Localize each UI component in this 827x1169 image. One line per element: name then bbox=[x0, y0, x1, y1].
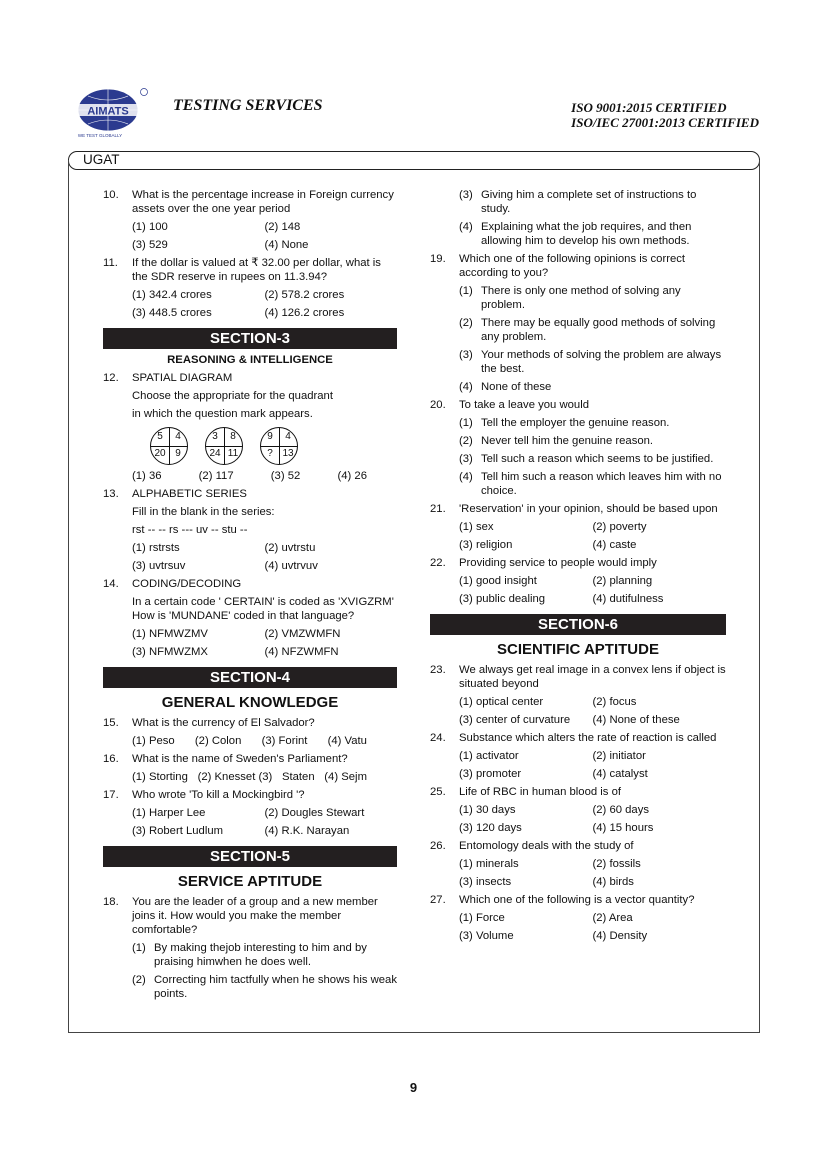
item-number: 22. bbox=[430, 557, 446, 569]
quadrant-value: 9 bbox=[175, 448, 181, 459]
section-subtitle: REASONING & INTELLIGENCE bbox=[167, 354, 333, 366]
item-text: Correcting him tactfully when he shows his weak points. bbox=[154, 974, 397, 1000]
item-number: (2) bbox=[132, 974, 146, 986]
section-subtitle: GENERAL KNOWLEDGE bbox=[161, 694, 339, 711]
option: (4) birds bbox=[592, 876, 634, 888]
option: (1) minerals bbox=[459, 858, 519, 870]
item-number: 12. bbox=[103, 372, 119, 384]
option bbox=[430, 220, 726, 248]
option: (2) Knesset (3) bbox=[197, 771, 273, 783]
item-text: Providing service to people would imply bbox=[459, 557, 657, 569]
question bbox=[103, 188, 397, 216]
option: (1) 342.4 crores bbox=[132, 289, 212, 301]
item-number: 16. bbox=[103, 753, 119, 765]
question-text: in which the question mark appears. bbox=[132, 408, 313, 420]
question bbox=[430, 839, 726, 853]
option: (4) Vatu bbox=[327, 735, 367, 747]
item-text: Never tell him the genuine reason. bbox=[481, 435, 654, 447]
option-row bbox=[430, 592, 726, 606]
option: (3) 52 bbox=[270, 470, 301, 482]
question bbox=[430, 502, 726, 516]
question bbox=[103, 752, 397, 766]
quadrant-circle bbox=[205, 427, 243, 465]
certifications bbox=[571, 100, 759, 130]
option: (2) uvtrstu bbox=[264, 542, 316, 554]
option bbox=[430, 188, 726, 216]
item-number: (1) bbox=[459, 417, 473, 429]
quadrant-value: 4 bbox=[285, 431, 291, 442]
option: (3) 529 bbox=[132, 239, 168, 251]
question bbox=[103, 716, 397, 730]
option: (2) 578.2 crores bbox=[264, 289, 345, 301]
option: (4) 126.2 crores bbox=[264, 307, 345, 319]
option: (1) activator bbox=[459, 750, 519, 762]
option: (2) Dougles Stewart bbox=[264, 807, 365, 819]
quadrant-circle bbox=[260, 427, 298, 465]
question-text: rst -- -- rs --- uv -- stu -- bbox=[132, 524, 248, 536]
item-number: (3) bbox=[459, 189, 473, 201]
option: (3) Forint bbox=[261, 735, 308, 747]
option: (3) NFMWZMX bbox=[132, 646, 208, 658]
item-number: 11. bbox=[103, 257, 118, 269]
section-subtitle: SCIENTIFIC APTITUDE bbox=[497, 641, 659, 658]
item-number: 10. bbox=[103, 189, 119, 201]
option: (1) optical center bbox=[459, 696, 544, 708]
option-row bbox=[103, 541, 397, 555]
item-text: Entomology deals with the study of bbox=[459, 840, 634, 852]
item-number: (4) bbox=[459, 221, 473, 233]
section-subtitle: SERVICE APTITUDE bbox=[177, 873, 323, 890]
option-row bbox=[103, 220, 397, 234]
item-text: What is the percentage increase in Foreign currency assets over the one year period bbox=[132, 189, 394, 215]
option bbox=[430, 348, 726, 376]
quadrant-value: 24 bbox=[209, 448, 221, 459]
option-row bbox=[103, 734, 397, 748]
option: (2) focus bbox=[592, 696, 637, 708]
item-number: 15. bbox=[103, 717, 119, 729]
item-text: We always get real image in a convex lens if object is situated beyond bbox=[459, 664, 726, 690]
option: (1) 100 bbox=[132, 221, 168, 233]
option: (2) 117 bbox=[198, 470, 234, 482]
question-text: Choose the appropriate for the quadrant bbox=[132, 390, 333, 402]
option-row bbox=[430, 821, 726, 835]
option: (4) 15 hours bbox=[592, 822, 654, 834]
question bbox=[103, 256, 397, 284]
quadrant-value: 13 bbox=[282, 448, 294, 459]
option: (4) uvtrvuv bbox=[264, 560, 318, 572]
option: (1) Storting bbox=[132, 771, 188, 783]
option: (4) NFZWMFN bbox=[264, 646, 339, 658]
item-number: (2) bbox=[459, 435, 473, 447]
question bbox=[430, 663, 726, 691]
option: (1) Harper Lee bbox=[132, 807, 206, 819]
option-row bbox=[103, 824, 397, 838]
option bbox=[103, 973, 397, 1001]
quadrant-value: 5 bbox=[157, 431, 163, 442]
option bbox=[430, 316, 726, 344]
item-number: 26. bbox=[430, 840, 446, 852]
option: (1) Peso bbox=[132, 735, 175, 747]
option-row bbox=[430, 803, 726, 817]
option: (2) 148 bbox=[264, 221, 301, 233]
option-row bbox=[430, 911, 726, 925]
item-text: Tell the employer the genuine reason. bbox=[481, 417, 670, 429]
option-row bbox=[103, 627, 397, 641]
item-number: (4) bbox=[459, 381, 473, 393]
aimats-logo bbox=[68, 86, 150, 138]
section-header: SECTION-6 bbox=[430, 614, 726, 635]
question-text: Fill in the blank in the series: bbox=[132, 506, 275, 518]
item-number: (1) bbox=[132, 942, 146, 954]
option: (4) dutifulness bbox=[592, 593, 664, 605]
item-number: (4) bbox=[459, 471, 473, 483]
item-number: (3) bbox=[459, 349, 473, 361]
question bbox=[103, 788, 397, 802]
option: (4) caste bbox=[592, 539, 637, 551]
option: (4) catalyst bbox=[592, 768, 648, 780]
option-row bbox=[103, 645, 397, 659]
option: (3) insects bbox=[459, 876, 512, 888]
page-number: 9 bbox=[409, 1080, 418, 1095]
item-number: (1) bbox=[459, 285, 473, 297]
quadrant-value: 20 bbox=[154, 448, 166, 459]
option: (4) None of these bbox=[592, 714, 680, 726]
option-row bbox=[430, 857, 726, 871]
quadrant-value: 3 bbox=[212, 431, 218, 442]
item-number: 21. bbox=[430, 503, 446, 515]
item-number: 20. bbox=[430, 399, 446, 411]
item-number: 25. bbox=[430, 786, 446, 798]
item-number: 24. bbox=[430, 732, 446, 744]
option-row bbox=[430, 695, 726, 709]
cert-iso9001: ISO 9001:2015 CERTIFIED bbox=[571, 100, 727, 115]
option: (2) VMZWMFN bbox=[264, 628, 341, 640]
item-text: Which one of the following opinions is correct according to you? bbox=[459, 253, 686, 279]
option-row bbox=[430, 538, 726, 552]
option-row bbox=[103, 288, 397, 302]
item-text: ALPHABETIC SERIES bbox=[132, 488, 247, 500]
item-text: You are the leader of a group and a new member joins it. How would you make the member comfortable? bbox=[132, 896, 378, 936]
option: (1) rstrsts bbox=[132, 542, 180, 554]
option-row bbox=[430, 574, 726, 588]
option: (2) initiator bbox=[592, 750, 646, 762]
item-number: 17. bbox=[103, 789, 119, 801]
option: (4) None bbox=[264, 239, 309, 251]
item-text: Tell him such a reason which leaves him with no choice. bbox=[481, 471, 722, 497]
item-number: 27. bbox=[430, 894, 446, 906]
option bbox=[430, 380, 726, 394]
item-text: None of these bbox=[481, 381, 552, 393]
option: (2) planning bbox=[592, 575, 653, 587]
question bbox=[430, 731, 726, 745]
question bbox=[103, 487, 397, 501]
option bbox=[430, 284, 726, 312]
option-row bbox=[103, 306, 397, 320]
option: (3) uvtrsuv bbox=[132, 560, 186, 572]
item-text: 'Reservation' in your opinion, should be based upon bbox=[459, 503, 718, 515]
quadrant-value: 11 bbox=[227, 448, 239, 459]
option: (1) sex bbox=[459, 521, 494, 533]
option: (3) center of curvature bbox=[459, 714, 571, 726]
option-row bbox=[430, 875, 726, 889]
item-text: What is the name of Sweden's Parliament? bbox=[132, 753, 348, 765]
option: (1) 36 bbox=[132, 470, 162, 482]
option-row bbox=[103, 770, 397, 784]
item-text: Which one of the following is a vector quantity? bbox=[459, 894, 695, 906]
option: (4) R.K. Narayan bbox=[264, 825, 350, 837]
question bbox=[430, 785, 726, 799]
item-text: Giving him a complete set of instructions to study. bbox=[481, 189, 697, 215]
question bbox=[430, 893, 726, 907]
option: (4) Density bbox=[592, 930, 648, 942]
option-row bbox=[103, 559, 397, 573]
quadrant-circle bbox=[150, 427, 188, 465]
option: (2) fossils bbox=[592, 858, 641, 870]
item-text: Explaining what the job requires, and then allowing him to develop his own methods. bbox=[481, 221, 692, 247]
option: (4) 26 bbox=[337, 470, 367, 482]
option: (3) Robert Ludlum bbox=[132, 825, 224, 837]
question bbox=[430, 252, 726, 280]
option: (2) 60 days bbox=[592, 804, 650, 816]
option-row bbox=[430, 713, 726, 727]
option bbox=[430, 416, 726, 430]
question bbox=[103, 371, 397, 385]
option-row bbox=[430, 767, 726, 781]
option: (4) Sejm bbox=[324, 771, 367, 783]
item-text: By making thejob interesting to him and by praising himwhen he does well. bbox=[154, 942, 367, 968]
item-text: Your methods of solving the problem are always the best. bbox=[481, 349, 722, 375]
header-title: TESTING SERVICES bbox=[173, 97, 323, 114]
item-number: 14. bbox=[103, 578, 119, 590]
option-row bbox=[430, 929, 726, 943]
svg-text:AIMATS: AIMATS bbox=[87, 105, 129, 118]
section-header: SECTION-5 bbox=[103, 846, 397, 867]
item-text: What is the currency of El Salvador? bbox=[132, 717, 315, 729]
cert-iso27001: ISO/IEC 27001:2013 CERTIFIED bbox=[571, 115, 759, 130]
option: (1) good insight bbox=[459, 575, 537, 587]
item-number: (2) bbox=[459, 317, 473, 329]
quadrant-value: 9 bbox=[267, 431, 273, 442]
option bbox=[430, 434, 726, 448]
exam-name: UGAT bbox=[83, 152, 120, 167]
item-number: 18. bbox=[103, 896, 119, 908]
option: (3) public dealing bbox=[459, 593, 546, 605]
option: (2) poverty bbox=[592, 521, 647, 533]
item-text: Substance which alters the rate of reaction is called bbox=[459, 732, 717, 744]
item-text: There is only one method of solving any problem. bbox=[481, 285, 681, 311]
question bbox=[103, 577, 397, 591]
question bbox=[430, 556, 726, 570]
question bbox=[430, 398, 726, 412]
option-row bbox=[430, 749, 726, 763]
option: (3) 120 days bbox=[459, 822, 522, 834]
question bbox=[103, 895, 397, 937]
section-header: SECTION-3 bbox=[103, 328, 397, 349]
item-text: Tell such a reason which seems to be justified. bbox=[481, 453, 714, 465]
option-row bbox=[430, 520, 726, 534]
item-text: Who wrote 'To kill a Mockingbird '? bbox=[132, 789, 305, 801]
option bbox=[430, 452, 726, 466]
option: (1) NFMWZMV bbox=[132, 628, 208, 640]
item-number: 19. bbox=[430, 253, 446, 265]
option: (1) Force bbox=[459, 912, 505, 924]
option: (3) promoter bbox=[459, 768, 522, 780]
option-row bbox=[103, 469, 397, 483]
item-text: Life of RBC in human blood is of bbox=[459, 786, 622, 798]
option-row bbox=[103, 806, 397, 820]
item-text: There may be equally good methods of solving any problem. bbox=[481, 317, 716, 343]
option: (3) religion bbox=[459, 539, 513, 551]
quadrant-value: ? bbox=[267, 448, 273, 459]
section-header: SECTION-4 bbox=[103, 667, 397, 688]
svg-text:WE TEST GLOBALLY: WE TEST GLOBALLY bbox=[77, 133, 123, 138]
item-text: If the dollar is valued at ₹ 32.00 per dollar, what is the SDR reserve in rupees on 11.3.94? bbox=[132, 257, 381, 283]
item-number: 13. bbox=[103, 488, 119, 500]
option: (3) Volume bbox=[459, 930, 514, 942]
right-column bbox=[430, 184, 726, 943]
spatial-diagram bbox=[103, 427, 397, 465]
question-text: In a certain code ' CERTAIN' is coded as 'XVIGZRM' How is 'MUNDANE' coded in that language? bbox=[132, 596, 394, 622]
item-text: CODING/DECODING bbox=[132, 578, 242, 590]
option bbox=[103, 941, 397, 969]
option: Staten bbox=[281, 771, 315, 783]
quadrant-value: 4 bbox=[175, 431, 181, 442]
item-number: (3) bbox=[459, 453, 473, 465]
option: (2) Colon bbox=[194, 735, 242, 747]
item-text: To take a leave you would bbox=[459, 399, 589, 411]
quadrant-value: 8 bbox=[230, 431, 236, 442]
left-column bbox=[103, 184, 397, 1001]
item-number: 23. bbox=[430, 664, 446, 676]
item-text: SPATIAL DIAGRAM bbox=[132, 372, 233, 384]
option bbox=[430, 470, 726, 498]
option: (1) 30 days bbox=[459, 804, 516, 816]
option-row bbox=[103, 238, 397, 252]
option: (2) Area bbox=[592, 912, 633, 924]
option: (3) 448.5 crores bbox=[132, 307, 212, 319]
